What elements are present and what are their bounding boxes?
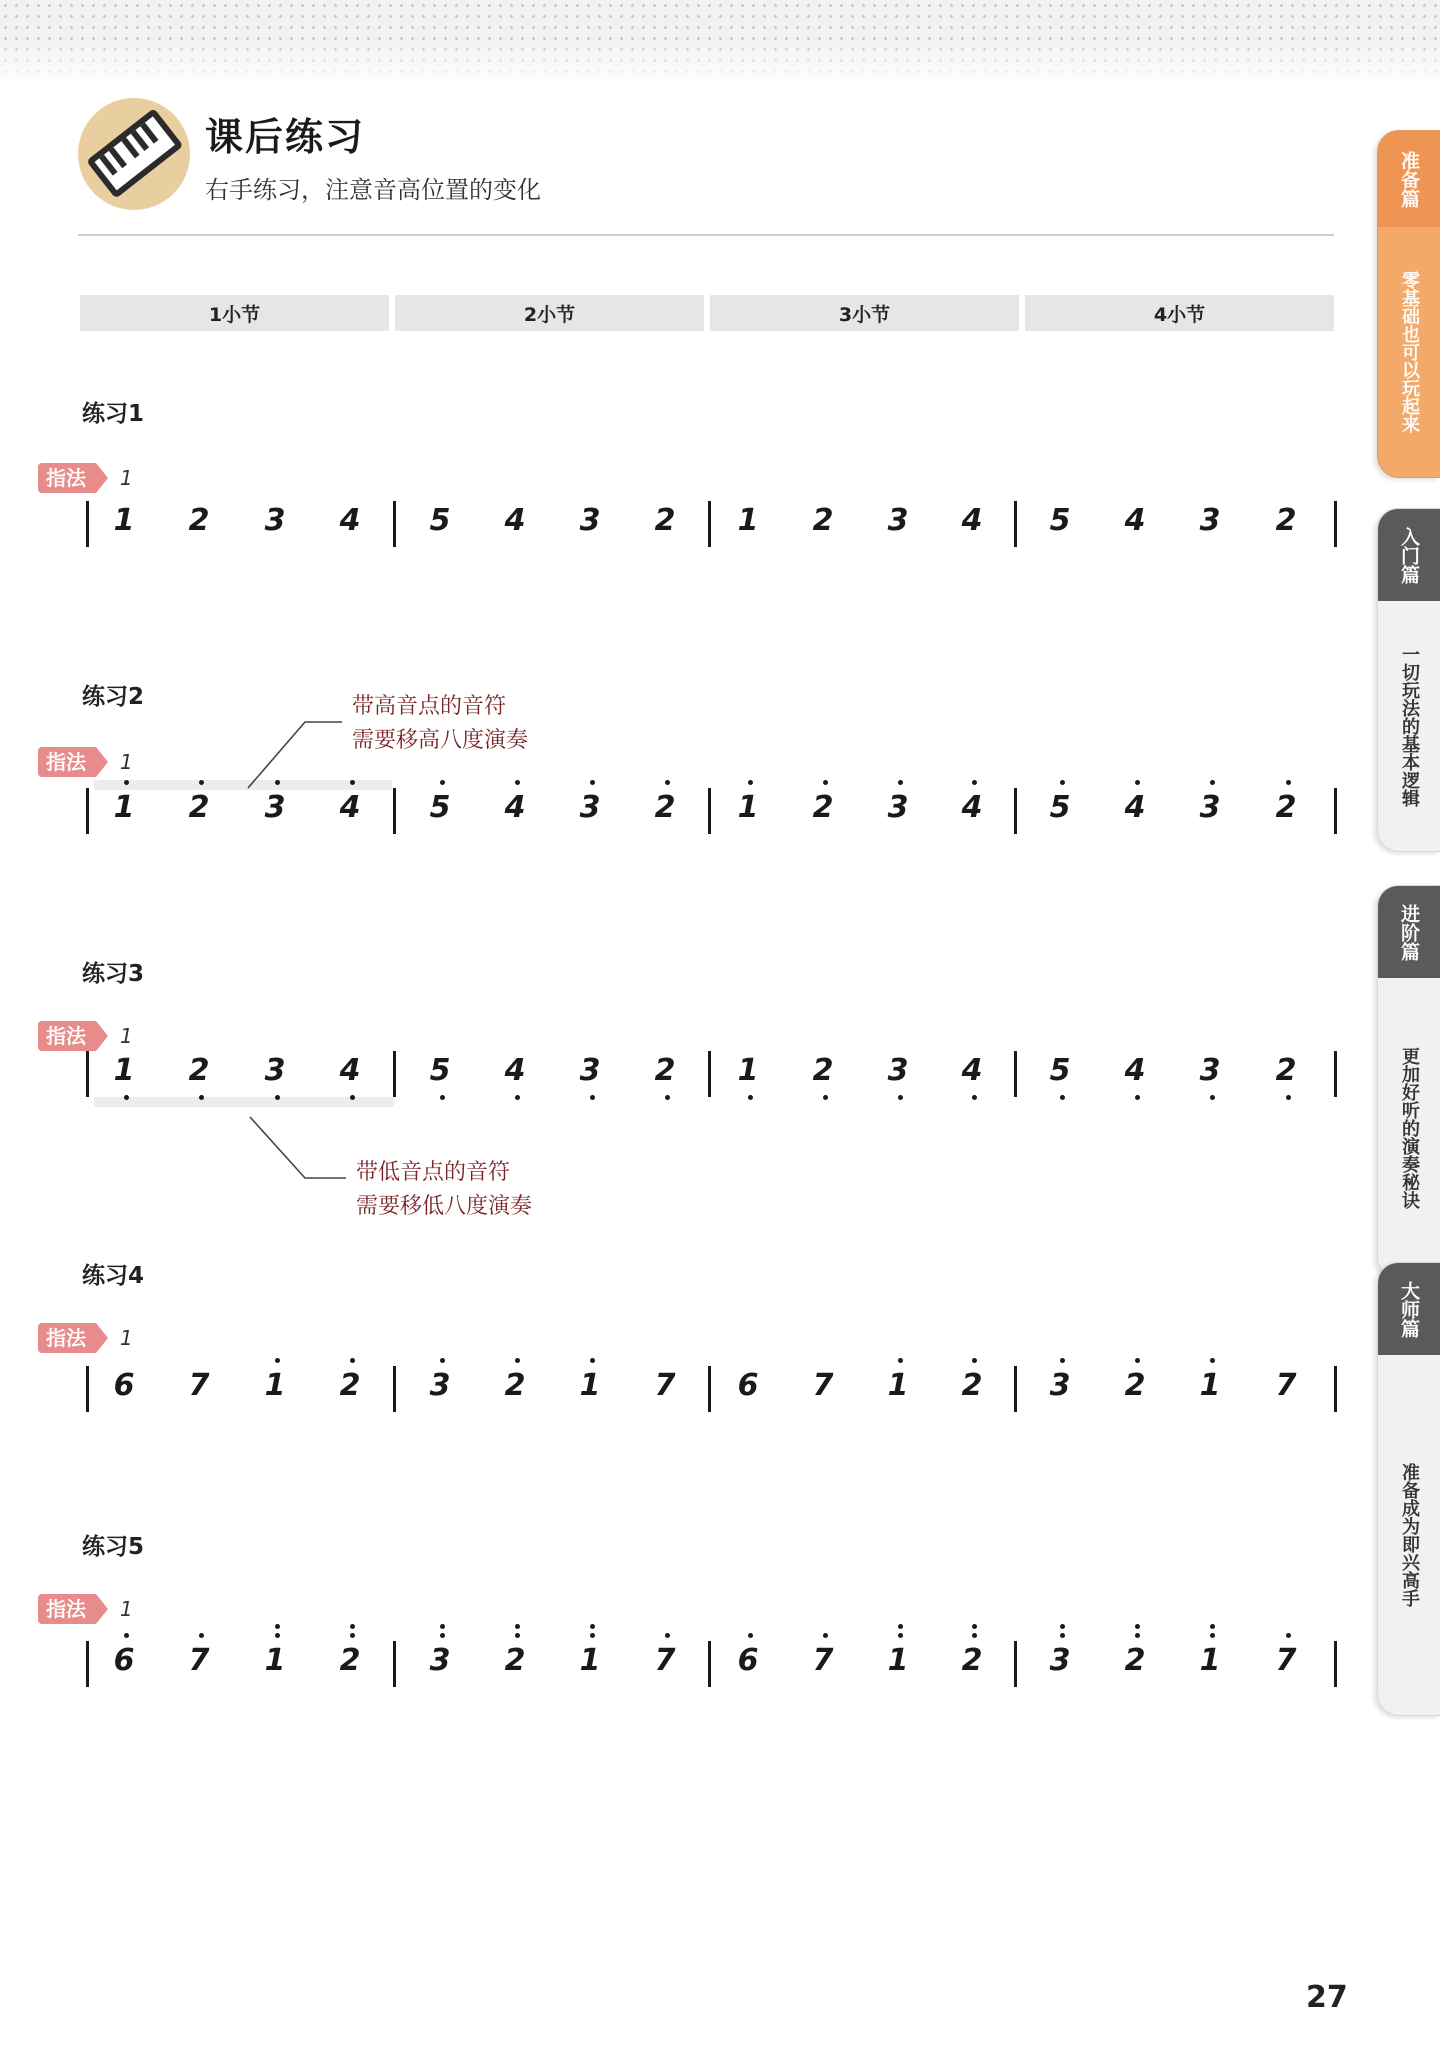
note: 3 [429,1368,451,1403]
note: 4 [1124,1053,1146,1088]
annotation-line: 需要移低八度演奏 [356,1194,533,1219]
fingering-tag: 指法 [38,1323,96,1353]
measure-label: 4小节 [1025,295,1334,331]
note: 2 [1275,503,1297,538]
octave-up-dot [1135,1358,1140,1363]
octave-up-dot [1060,1358,1065,1363]
octave-up-dot [898,1624,903,1629]
bar-line [393,1366,396,1412]
note: 1 [579,1643,601,1678]
chapter-tab[interactable] [1377,885,1440,1279]
note: 7 [812,1368,834,1403]
note: 1 [1199,1643,1221,1678]
bar-line [86,1641,89,1687]
chapter-tab-title: 大师篇 [1378,1263,1440,1355]
fingering-tag: 指法 [38,1594,96,1624]
note: 1 [579,1368,601,1403]
note: 6 [113,1643,135,1678]
bar-line [1014,1366,1017,1412]
bar-line [708,1641,711,1687]
exercise-label: 练习1 [82,401,145,427]
fingering-number: 1 [120,466,133,490]
note: 5 [1049,790,1071,825]
octave-up-dot [590,1633,595,1638]
octave-up-dot [350,1633,355,1638]
note: 7 [1275,1368,1297,1403]
note: 7 [188,1643,210,1678]
annotation-line: 带高音点的音符 [352,694,507,719]
octave-up-dot [1210,1633,1215,1638]
chapter-tab-description: 准备成为即兴高手 [1399,1463,1420,1607]
note: 4 [504,1053,526,1088]
chapter-tab[interactable] [1377,130,1440,478]
note: 2 [504,1643,526,1678]
note: 2 [339,1368,361,1403]
octave-up-dot [972,1358,977,1363]
note: 5 [1049,503,1071,538]
fingering-number: 1 [120,1326,133,1350]
note: 7 [188,1368,210,1403]
octave-up-dot [350,1624,355,1629]
note: 2 [504,1368,526,1403]
note: 4 [504,790,526,825]
exercise-label: 练习2 [82,684,145,710]
octave-up-dot [440,1633,445,1638]
fingering-tag: 指法 [38,463,96,493]
octave-up-dot [124,1633,129,1638]
octave-up-dot [515,1633,520,1638]
chapter-tab-title: 进阶篇 [1378,886,1440,978]
note: 2 [961,1643,983,1678]
note: 2 [1124,1368,1146,1403]
octave-up-dot [515,1358,520,1363]
octave-up-dot [1060,1633,1065,1638]
page-subtitle: 右手练习，注意音高位置的变化 [205,176,541,204]
bar-line [86,1366,89,1412]
note: 2 [1124,1643,1146,1678]
octave-up-dot [898,1358,903,1363]
note: 1 [113,790,135,825]
page-number: 27 [1306,1980,1348,2015]
note: 4 [504,503,526,538]
note: 2 [812,1053,834,1088]
octave-up-dot [1135,1633,1140,1638]
octave-up-dot [350,1358,355,1363]
note: 6 [737,1643,759,1678]
exercise-label: 练习4 [82,1263,145,1289]
chapter-tab-title: 入门篇 [1378,509,1440,601]
chapter-tab-title: 准备篇 [1378,131,1440,227]
octave-up-dot [1210,1358,1215,1363]
note: 7 [654,1643,676,1678]
note: 4 [961,503,983,538]
exercise-label: 练习3 [82,961,145,987]
note: 2 [812,503,834,538]
fingering-tag: 指法 [38,1021,96,1051]
measure-label: 3小节 [710,295,1019,331]
octave-up-dot [898,1633,903,1638]
octave-up-dot [440,1358,445,1363]
chapter-tab-description: 一切玩法的基本逻辑 [1399,645,1420,807]
octave-up-dot [440,1624,445,1629]
chapter-tab-description: 更加好听的演奏秘诀 [1399,1047,1420,1209]
note: 2 [654,1053,676,1088]
note: 3 [264,1053,286,1088]
note: 3 [887,1053,909,1088]
bar-line [708,1366,711,1412]
note: 2 [188,503,210,538]
note: 4 [1124,503,1146,538]
note: 1 [887,1368,909,1403]
exercise-label: 练习5 [82,1534,145,1560]
note: 4 [1124,790,1146,825]
note: 4 [339,790,361,825]
measure-label: 1小节 [80,295,389,331]
note: 4 [961,790,983,825]
octave-up-dot [972,1633,977,1638]
note: 2 [654,503,676,538]
fingering-number: 1 [120,1597,133,1621]
note: 5 [1049,1053,1071,1088]
octave-up-dot [199,1633,204,1638]
note: 6 [113,1368,135,1403]
octave-up-dot [515,1624,520,1629]
chapter-tab-description: 零基础也可以玩起来 [1399,271,1420,433]
note: 4 [339,503,361,538]
octave-up-dot [1286,1633,1291,1638]
note: 1 [113,1053,135,1088]
bar-line [1334,1641,1337,1687]
octave-up-dot [275,1633,280,1638]
octave-up-dot [590,1624,595,1629]
annotation-note [356,1156,532,1224]
octave-up-dot [823,1633,828,1638]
note: 3 [1199,1053,1221,1088]
note: 3 [264,790,286,825]
note: 2 [812,790,834,825]
note: 1 [737,1053,759,1088]
note: 1 [1199,1368,1221,1403]
note: 1 [887,1643,909,1678]
note: 5 [429,503,451,538]
bar-line [1014,1641,1017,1687]
octave-up-dot [1135,1624,1140,1629]
octave-up-dot [1060,1624,1065,1629]
note: 2 [188,1053,210,1088]
note: 4 [339,1053,361,1088]
note: 3 [579,790,601,825]
note: 6 [737,1368,759,1403]
fingering-tag: 指法 [38,747,96,777]
octave-up-dot [1210,1624,1215,1629]
note: 4 [961,1053,983,1088]
note: 2 [188,790,210,825]
note: 3 [887,503,909,538]
fingering-marker [38,1593,133,1625]
note: 3 [1199,503,1221,538]
fingering-marker [38,1322,133,1354]
note: 3 [429,1643,451,1678]
measure-label: 2小节 [395,295,704,331]
bar-line [393,1641,396,1687]
note: 2 [961,1368,983,1403]
chapter-tab[interactable] [1377,1262,1440,1716]
note: 7 [1275,1643,1297,1678]
note: 3 [1049,1643,1071,1678]
note: 5 [429,790,451,825]
octave-up-dot [590,1358,595,1363]
note: 3 [1049,1368,1071,1403]
note: 2 [339,1643,361,1678]
octave-up-dot [275,1624,280,1629]
notation-staff [0,1370,1440,1460]
note: 1 [264,1643,286,1678]
chapter-tab[interactable] [1377,508,1440,852]
note: 1 [264,1368,286,1403]
note: 3 [264,503,286,538]
note: 2 [1275,1053,1297,1088]
note: 3 [1199,790,1221,825]
octave-up-dot [665,1633,670,1638]
note: 2 [1275,790,1297,825]
note: 1 [113,503,135,538]
annotation-line: 带低音点的音符 [356,1160,511,1185]
note: 7 [654,1368,676,1403]
note: 1 [737,790,759,825]
bar-line [1334,1366,1337,1412]
note: 3 [887,790,909,825]
note: 1 [737,503,759,538]
octave-up-dot [275,1358,280,1363]
leader-path [250,1117,346,1178]
annotation-line: 需要移高八度演奏 [352,728,529,753]
octave-up-dot [748,1633,753,1638]
note: 5 [429,1053,451,1088]
note: 3 [579,1053,601,1088]
note: 7 [812,1643,834,1678]
note: 3 [579,503,601,538]
fingering-number: 1 [120,1024,133,1048]
note: 2 [654,790,676,825]
fingering-number: 1 [120,750,133,774]
octave-up-dot [972,1624,977,1629]
page-title: 课后练习 [205,115,366,159]
notation-staff [0,1645,1440,1735]
